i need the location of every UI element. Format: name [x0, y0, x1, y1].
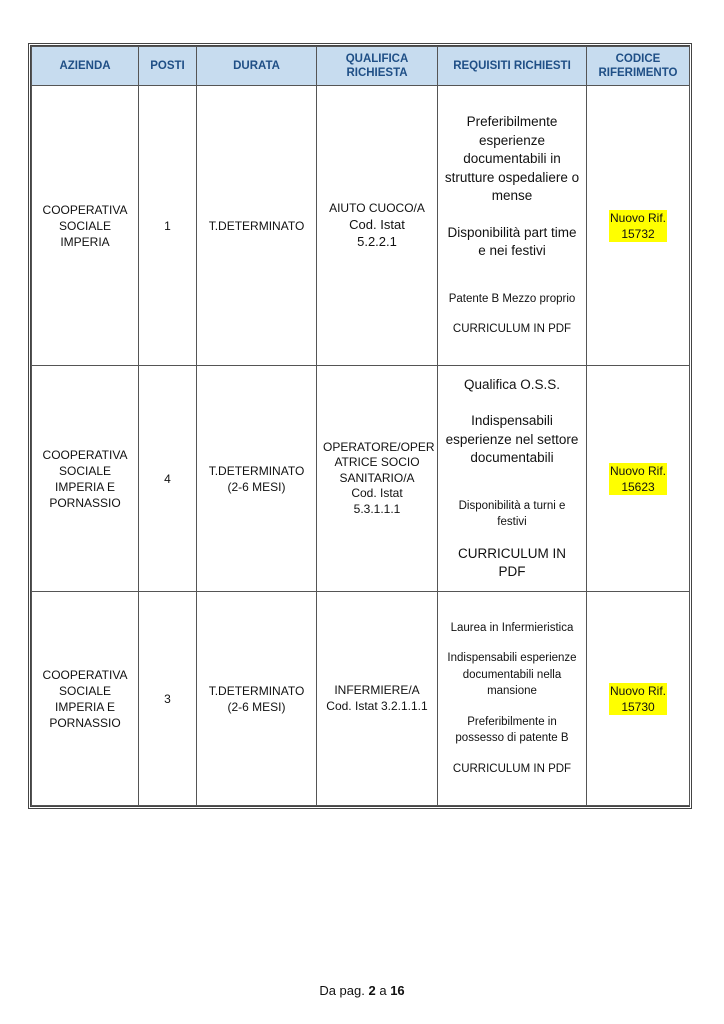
table-row: [32, 366, 690, 592]
codice-label: Nuovo Rif.: [609, 683, 667, 698]
requisito-text: CURRICULUM IN PDF: [452, 762, 572, 775]
qualifica-line: INFERMIERE/A: [334, 683, 420, 697]
cell-requisiti: [438, 86, 587, 366]
requisito-text: Laurea in Infermieristica: [450, 621, 574, 634]
qualifica-line: Cod. Istat: [351, 486, 403, 501]
header-codice: CODICE RIFERIMENTO: [587, 47, 690, 86]
cell-posti: 3: [139, 592, 197, 806]
requisito-text: Indispensabili esperienze documentabili nella mansione: [447, 652, 577, 698]
codice-highlight: [609, 463, 667, 495]
requisito-text: Patente B Mezzo proprio: [448, 292, 576, 305]
cell-posti: 1: [139, 86, 197, 366]
header-qualifica: QUALIFICA RICHIESTA: [317, 47, 438, 86]
azienda-line: PORNASSIO: [49, 495, 121, 510]
cell-codice: [587, 366, 690, 592]
job-offers-table-frame: [28, 43, 692, 809]
azienda-line: SOCIALE: [58, 218, 112, 233]
requisito-text: CURRICULUM IN PDF: [452, 323, 572, 336]
requisito-text: Preferibilmente in possesso di patente B: [455, 715, 569, 745]
cell-durata: [197, 592, 317, 806]
header-posti: POSTI: [139, 47, 197, 86]
cell-azienda: [32, 366, 139, 592]
codice-label: Nuovo Rif.: [609, 210, 667, 225]
requisito-text: CURRICULUM IN PDF: [458, 545, 566, 579]
azienda-line: IMPERIA E: [54, 479, 116, 494]
requisito-text: Qualifica O.S.S.: [463, 376, 561, 392]
cell-codice: [587, 86, 690, 366]
requisito-text: Disponibilità part time e nei festivi: [447, 224, 577, 259]
cell-requisiti: [438, 366, 587, 592]
codice-highlight: [609, 683, 667, 715]
job-offers-table: [31, 46, 690, 806]
durata-line: (2-6 MESI): [227, 479, 286, 494]
codice-label: Nuovo Rif.: [609, 463, 667, 478]
header-requisiti: REQUISITI RICHIESTI: [438, 47, 587, 86]
table-header-row: [32, 47, 690, 86]
qualifica-line: Cod. Istat 3.2.1.1.1: [326, 698, 428, 713]
durata-line: T.DETERMINATO: [208, 463, 305, 478]
azienda-line: COOPERATIVA: [42, 447, 128, 462]
qualifica-line: 5.3.1.1.1: [353, 501, 401, 516]
footer-page-number: 2: [368, 983, 376, 998]
qualifica-line: SANITARIO/A: [339, 470, 415, 485]
cell-qualifica: [317, 86, 438, 366]
requisito-text: Disponibilità a turni e festivi: [458, 499, 566, 528]
azienda-line: SOCIALE: [58, 683, 112, 698]
codice-number: 15730: [621, 699, 655, 714]
footer-separator: a: [379, 983, 387, 998]
requisito-text: Preferibilmente esperienze documentabili in strutture ospedaliere o mense: [444, 114, 580, 204]
qualifica-line: 5.2.2.1: [357, 234, 397, 250]
cell-requisiti: [438, 592, 587, 806]
footer-total-pages: 16: [390, 983, 405, 998]
durata-line: (2-6 MESI): [227, 699, 286, 714]
page-footer: [0, 983, 724, 998]
qualifica-line: Cod. Istat: [349, 217, 405, 233]
azienda-line: IMPERIA: [60, 234, 110, 249]
codice-number: 15732: [621, 226, 655, 241]
azienda-line: IMPERIA E: [54, 699, 116, 714]
cell-azienda: [32, 592, 139, 806]
cell-durata: [197, 86, 317, 366]
cell-durata: [197, 366, 317, 592]
qualifica-line: ATRICE SOCIO: [334, 455, 420, 470]
qualifica-line: AIUTO CUOCO/A: [329, 200, 425, 215]
azienda-line: COOPERATIVA: [42, 667, 128, 682]
cell-codice: [587, 592, 690, 806]
cell-qualifica: [317, 366, 438, 592]
azienda-line: SOCIALE: [58, 463, 112, 478]
table-row: [32, 86, 690, 366]
qualifica-line: OPERATORE/OPER: [323, 439, 435, 454]
table-row: [32, 592, 690, 806]
azienda-line: PORNASSIO: [49, 715, 121, 730]
cell-azienda: [32, 86, 139, 366]
durata-line: T.DETERMINATO: [208, 683, 305, 698]
codice-highlight: [609, 210, 667, 242]
durata-line: T.DETERMINATO: [208, 218, 305, 233]
footer-prefix: Da pag.: [319, 983, 365, 998]
header-durata: DURATA: [197, 47, 317, 86]
cell-qualifica: [317, 592, 438, 806]
codice-number: 15623: [621, 479, 655, 494]
azienda-line: COOPERATIVA: [42, 202, 128, 217]
requisito-text: Indispensabili esperienze nel settore documentabili: [445, 413, 579, 465]
cell-posti: 4: [139, 366, 197, 592]
header-azienda: AZIENDA: [32, 47, 139, 86]
